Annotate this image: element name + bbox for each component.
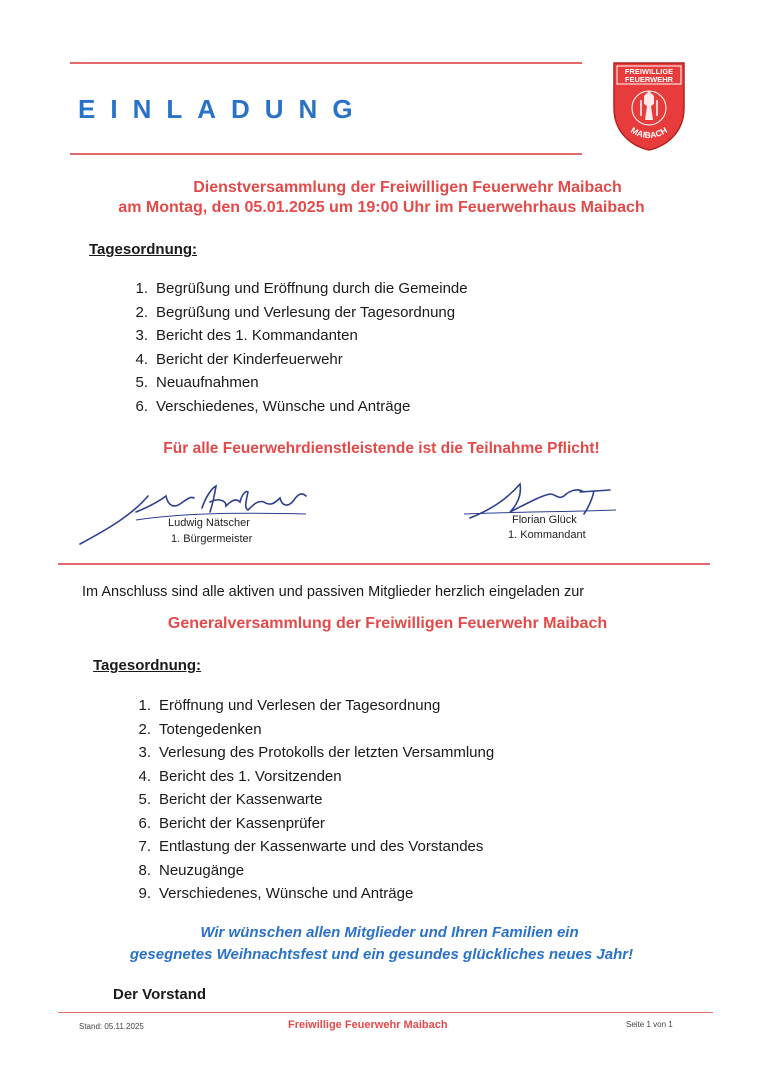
meeting2-intro: Im Anschluss sind alle aktiven und passiven Mitglieder herzlich eingeladen zur bbox=[82, 584, 585, 600]
list-item: 6. Bericht der Kassenprüfer bbox=[138, 814, 325, 832]
list-item: 5. Bericht der Kassenwarte bbox=[138, 791, 323, 808]
signature-right-name: Florian Glück bbox=[512, 514, 577, 526]
list-item: 8. Neuzugänge bbox=[138, 861, 245, 879]
svg-text:FREIWILLIGE: FREIWILLIGE bbox=[624, 67, 674, 76]
meeting1-headline-line2: am Montag, den 05.01.2025 um 19:00 Uhr im Feuerwehrhaus Maibach bbox=[118, 199, 645, 216]
meeting2-title: Generalversammlung der Freiwilligen Feuerwehr Maibach bbox=[167, 615, 608, 632]
list-item: 3. Verlesung des Protokolls der letzten Versammlung bbox=[138, 744, 495, 761]
svg-text:FEUERWEHR: FEUERWEHR bbox=[624, 75, 674, 84]
greeting-line1: Wir wünschen allen Mitglieder und Ihren Familien ein bbox=[200, 924, 579, 941]
list-item: 1. Eröffnung und Verlesen der Tagesordnung bbox=[138, 697, 441, 714]
attendance-notice: Für alle Feuerwehrdienstleistende ist die Teilnahme Pflicht! bbox=[163, 440, 600, 457]
list-item: 4. Bericht der Kinderfeuerwehr bbox=[135, 350, 343, 368]
meeting2-agenda-heading: Tagesordnung: bbox=[93, 657, 202, 674]
meeting1-headline-line1: Dienstversammlung der Freiwilligen Feuerwehr Maibach bbox=[193, 179, 622, 196]
list-item: 5. Neuaufnahmen bbox=[135, 374, 259, 391]
list-item: 2. Totengedenken bbox=[138, 720, 262, 738]
signature-left-name: Ludwig Nätscher bbox=[168, 517, 250, 529]
header-rule-top bbox=[70, 62, 582, 64]
meeting1-agenda-heading: Tagesordnung: bbox=[89, 241, 198, 258]
list-item: 3. Bericht des 1. Kommandanten bbox=[135, 327, 358, 344]
list-item: 1. Begrüßung und Eröffnung durch die Gemeinde bbox=[135, 280, 468, 297]
footer-rule bbox=[58, 1012, 713, 1013]
meeting1-agenda-list bbox=[122, 277, 468, 418]
document-title: EINLADUNG bbox=[78, 94, 368, 124]
signature-right-role: 1. Kommandant bbox=[508, 529, 586, 541]
list-item: 4. Bericht des 1. Vorsitzenden bbox=[138, 767, 342, 785]
list-item: 9. Verschiedenes, Wünsche und Anträge bbox=[138, 885, 414, 902]
greeting-line2: gesegnetes Weihnachtsfest und ein gesundes glückliches neues Jahr! bbox=[129, 946, 634, 963]
section-divider bbox=[58, 563, 710, 565]
header-rule-bottom bbox=[70, 153, 582, 155]
svg-text:MAIBACH: MAIBACH bbox=[629, 124, 669, 141]
footer-page-number: Seite 1 von 1 bbox=[626, 1020, 673, 1029]
signature-left-role: 1. Bürgermeister bbox=[171, 533, 253, 545]
fire-brigade-crest-icon bbox=[611, 60, 687, 152]
meeting2-agenda-list bbox=[125, 694, 494, 906]
footer-date: Stand: 05.11.2025 bbox=[79, 1022, 144, 1031]
footer-organization: Freiwillige Feuerwehr Maibach bbox=[288, 1019, 448, 1031]
list-item: 6. Verschiedenes, Wünsche und Anträge bbox=[135, 397, 411, 415]
list-item: 7. Entlastung der Kassenwarte und des Vorstandes bbox=[138, 838, 484, 855]
list-item: 2. Begrüßung und Verlesung der Tagesordnung bbox=[135, 303, 456, 321]
closing-signoff: Der Vorstand bbox=[113, 986, 207, 1003]
